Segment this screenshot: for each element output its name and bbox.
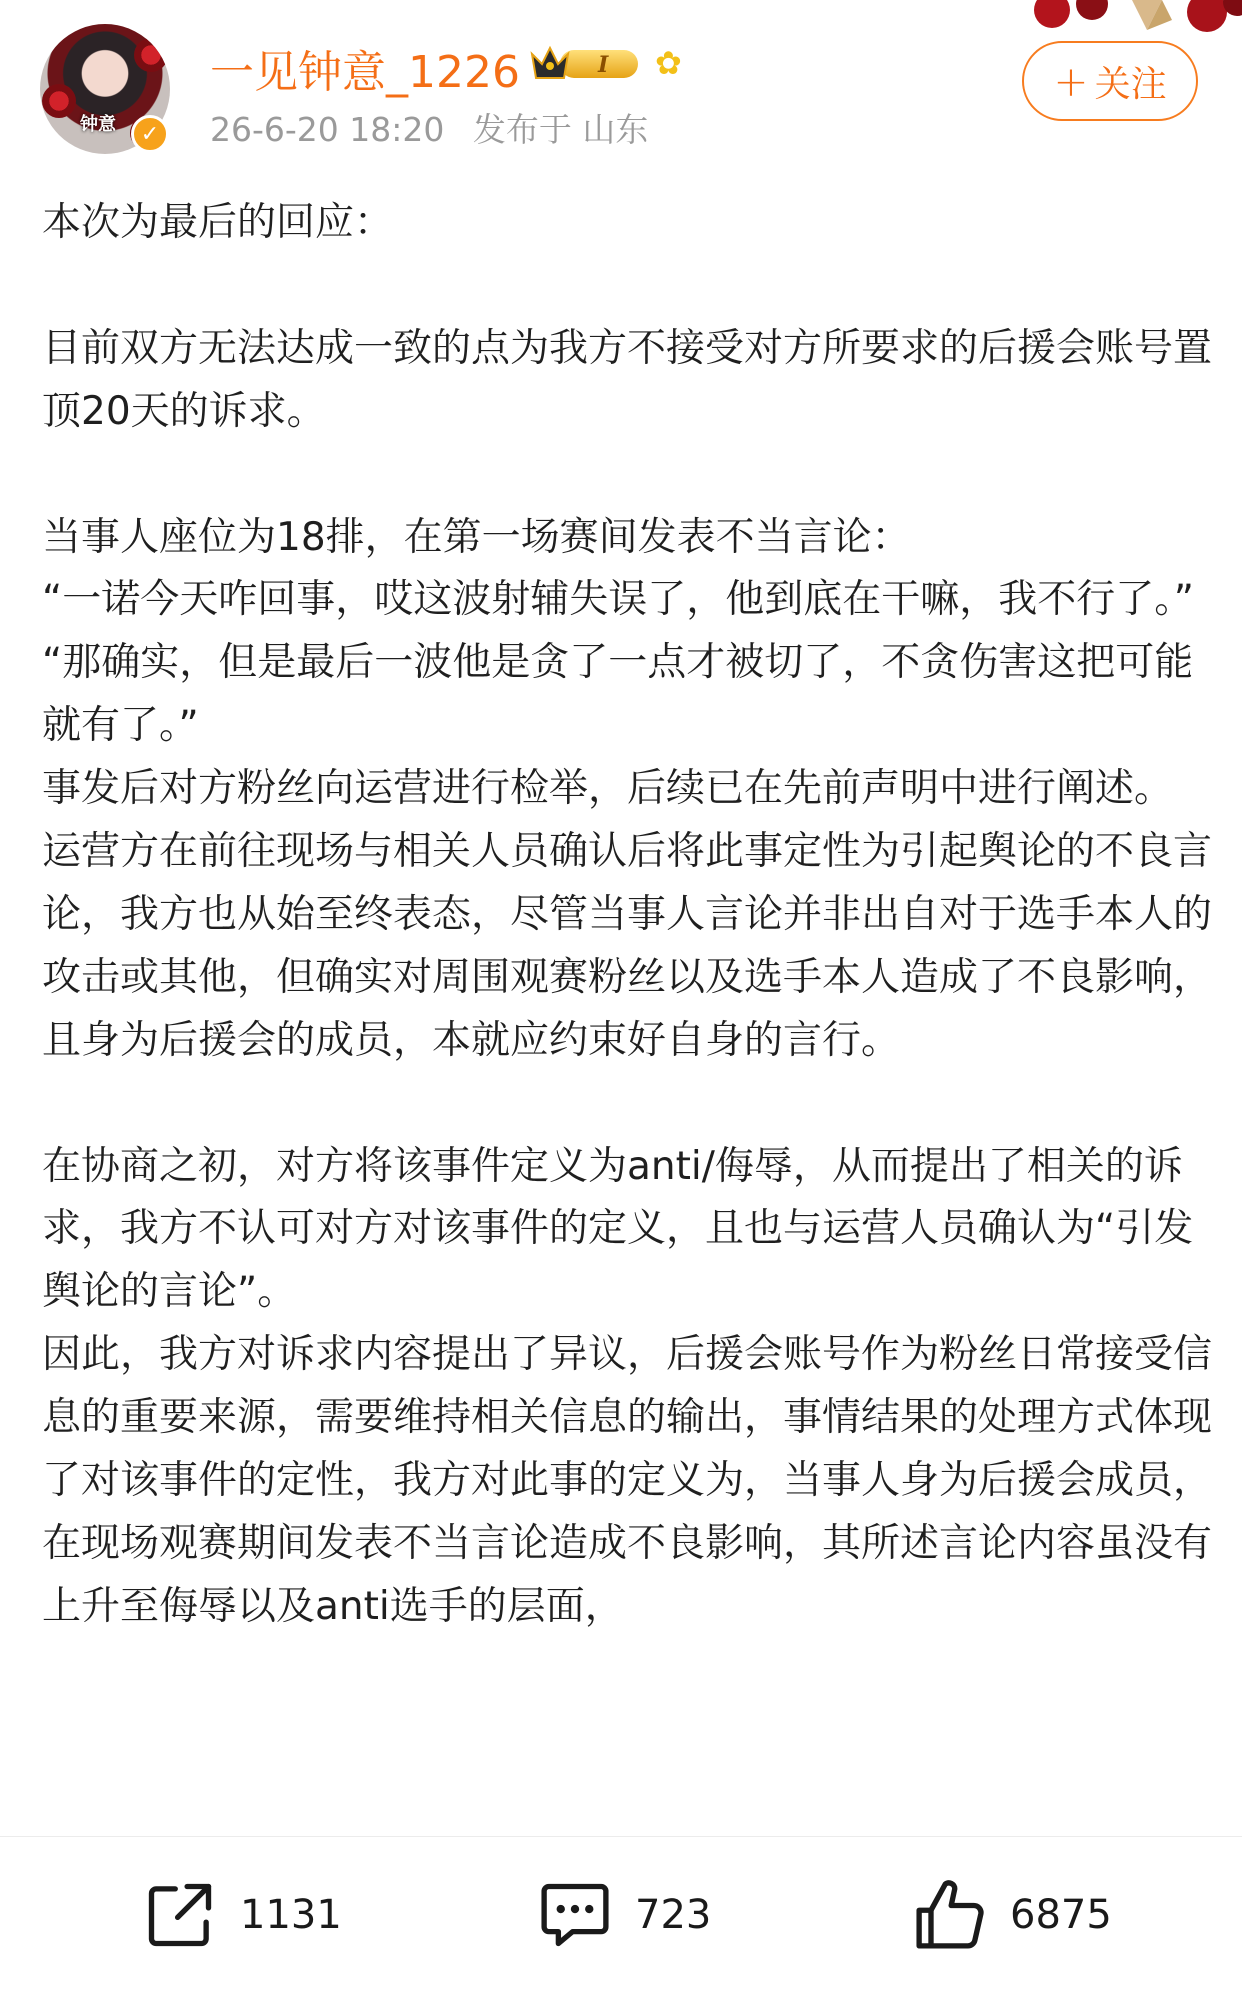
post-meta (210, 104, 648, 151)
avatar-caption: 钟意 (80, 114, 116, 135)
sunflower-icon: ✿ (655, 44, 682, 82)
share-button[interactable] (142, 1875, 342, 1955)
post-paragraph: 目前双方无法达成一致的点为我方不接受对方所要求的后援会账号置顶20天的诉求。 (42, 325, 1213, 434)
post-location: 发布于 山东 (472, 110, 649, 149)
action-bar (0, 1836, 1242, 1998)
like-count: 6875 (1010, 1892, 1112, 1938)
crown-level-badge-icon[interactable] (530, 40, 642, 84)
comment-button[interactable] (537, 1875, 711, 1955)
paragraph-gap (42, 1073, 1212, 1136)
thumbs-up-icon (912, 1877, 988, 1953)
post-timestamp: 26-6-20 18:20 (210, 110, 445, 149)
post-header (0, 0, 1242, 170)
verified-badge-icon: ✓ (131, 115, 169, 153)
comment-icon (537, 1877, 613, 1953)
like-button[interactable] (912, 1875, 1112, 1955)
follow-button-label: 关注 (1094, 63, 1167, 105)
paragraph-gap (42, 255, 1212, 318)
username[interactable]: 一见钟意_1226 (210, 47, 520, 98)
paragraph-gap (42, 444, 1212, 507)
post-paragraph: 因此，我方对诉求内容提出了异议，后援会账号作为粉丝日常接受信息的重要来源，需要维持相关信息的输出，事情结果的处理方式体现了对该事件的定性，我方对此事的定义为，当事人身为后援会成员，在现场观赛期间发表不当言论造成不良影响，其所述言论内容虽没有上升至侮辱以及anti选手的层面， (42, 1332, 1213, 1629)
post-paragraph: 本次为最后的回应： (42, 200, 394, 245)
post-paragraph: 在协商之初，对方将该事件定义为anti/侮辱，从而提出了相关的诉求，我方不认可对方对该事件的定义，且也与运营人员确认为“引发舆论的言论”。 (42, 1143, 1194, 1315)
post-paragraph: “那确实，但是最后一波他是贪了一点才被切了，不贪伤害这把可能就有了。” (42, 640, 1194, 749)
share-icon (142, 1877, 218, 1953)
comment-count: 723 (635, 1892, 712, 1938)
post-paragraph: 运营方在前往现场与相关人员确认后将此事定性为引起舆论的不良言论，我方也从始至终表态，尽管当事人言论并非出自对于选手本人的攻击或其他，但确实对周围观赛粉丝以及选手本人造成了不良影响，且身为后援会的成员，本就应约束好自身的言行。 (42, 829, 1213, 1063)
post-body (42, 192, 1212, 1639)
plus-icon: + (1053, 56, 1089, 106)
follow-button[interactable] (1022, 41, 1198, 121)
post-paragraph: 当事人座位为18排，在第一场赛间发表不当言论： (42, 514, 911, 560)
svg-text:I: I (598, 52, 609, 78)
share-count: 1131 (240, 1892, 342, 1938)
post-paragraph: “一诺今天咋回事，哎这波射辅失误了，他到底在干嘛，我不行了。” (42, 577, 1194, 623)
post-paragraph: 事发后对方粉丝向运营进行检举，后续已在先前声明中进行阐述。 (42, 766, 1174, 812)
